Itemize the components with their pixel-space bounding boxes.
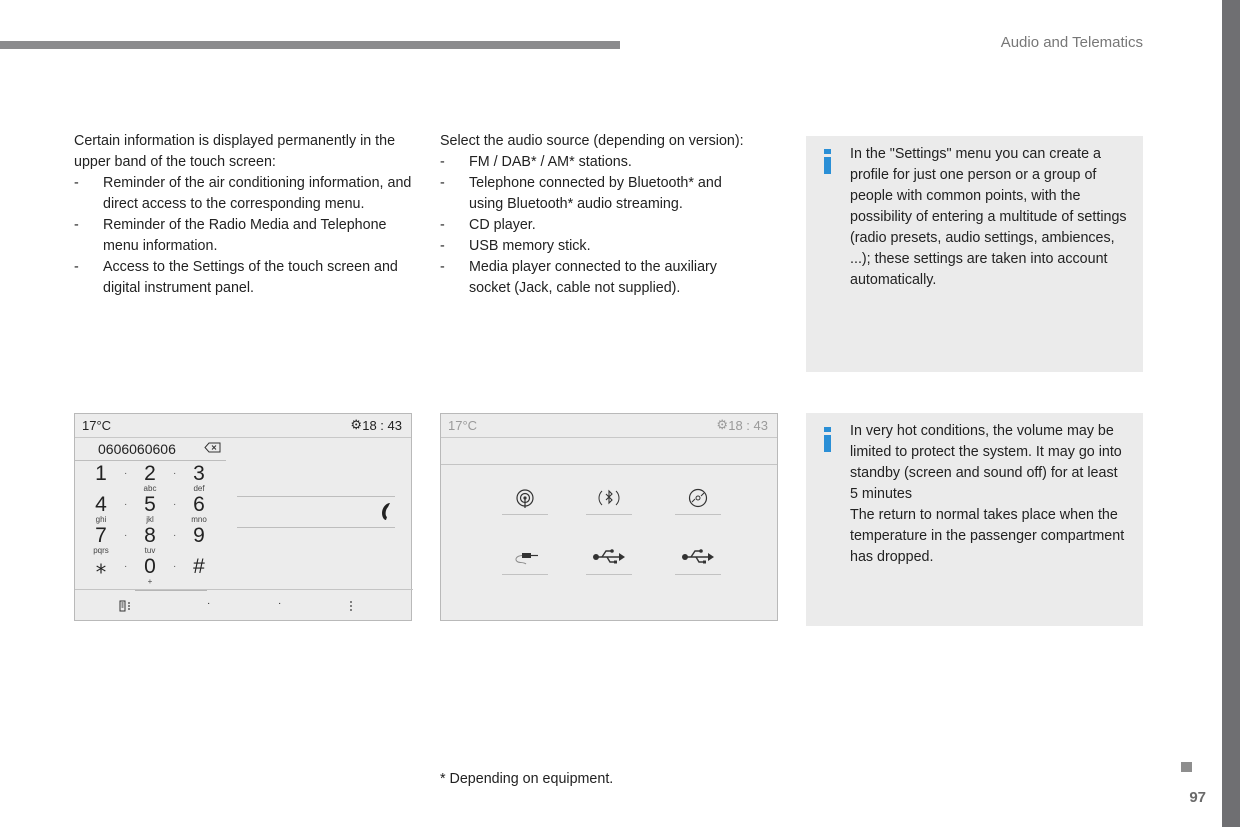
key-hash[interactable]: #: [193, 555, 205, 578]
page-number: 97: [1189, 789, 1206, 806]
info-box-temperature: [806, 413, 1143, 626]
info-paragraph: In very hot conditions, the volume may be limited to protect the system. It may go into standby (screen and sound off) for at least 5 minutes: [850, 423, 1122, 502]
key-8[interactable]: 8 tuv: [144, 524, 156, 555]
more-options-icon[interactable]: [349, 600, 353, 612]
screen-status-band: [75, 414, 411, 438]
key-separator: ·: [173, 530, 177, 541]
list-item: - Access to the Settings of the touch screen and digital instrument panel.: [74, 257, 412, 299]
usb-icon: [681, 548, 715, 566]
info-box-text: [850, 144, 1129, 291]
screen-bottom-bar: [75, 589, 413, 621]
radio-icon: [514, 488, 536, 510]
list-item: - CD player.: [440, 215, 758, 236]
source-usb-button-2[interactable]: [675, 544, 721, 575]
jack-icon: [510, 548, 540, 568]
phone-dial-screen: [74, 413, 412, 621]
key-separator: ·: [173, 468, 177, 479]
list-item: - Reminder of the air conditioning information, and direct access to the corresponding menu.: [74, 173, 412, 215]
bottom-bar-dot: ·: [278, 598, 282, 609]
source-title-band: [441, 438, 777, 465]
temperature-readout[interactable]: 17°C: [448, 418, 478, 433]
key-1[interactable]: 1: [95, 462, 107, 485]
source-cd-button[interactable]: [675, 484, 721, 515]
list-item: - Telephone connected by Bluetooth* and using Bluetooth* audio streaming.: [440, 173, 758, 215]
info-icon: [824, 149, 831, 174]
page-marker: [1181, 762, 1192, 772]
footnote: * Depending on equipment.: [440, 771, 614, 787]
key-6[interactable]: 6 mno: [191, 493, 207, 524]
key-separator: ·: [124, 530, 128, 541]
audio-sources-screen: [440, 413, 778, 621]
text-column-2: [440, 131, 758, 299]
info-paragraph: The return to normal takes place when the temperature in the passenger compartment has dropped.: [850, 507, 1125, 565]
screen-status-band: [441, 414, 777, 438]
key-separator: ·: [124, 561, 128, 572]
key-separator: ·: [173, 499, 177, 510]
column-1-intro: Certain information is displayed permanently in the upper band of the touch screen:: [74, 133, 396, 170]
dialed-number: 0606060606: [98, 441, 176, 457]
clock-readout: 18 : 43: [728, 418, 768, 433]
key-0[interactable]: 0 +: [144, 555, 156, 586]
header-rule: [0, 41, 620, 49]
call-button[interactable]: [237, 496, 395, 528]
list-item: - USB memory stick.: [440, 236, 758, 257]
source-jack-button[interactable]: [502, 544, 548, 575]
column-1-list: [74, 173, 412, 299]
section-title: Audio and Telematics: [1000, 34, 1143, 51]
key-9[interactable]: 9: [193, 524, 205, 547]
gear-icon[interactable]: ⚙: [350, 417, 362, 432]
info-box-text: [850, 421, 1129, 568]
cd-icon: [687, 488, 709, 510]
temperature-readout[interactable]: 17°C: [82, 418, 112, 433]
dial-number-field[interactable]: [75, 437, 226, 461]
list-item: - FM / DAB* / AM* stations.: [440, 152, 758, 173]
key-separator: ·: [124, 499, 128, 510]
key-star[interactable]: ⁎: [95, 555, 107, 578]
clock-readout: 18 : 43: [362, 418, 402, 433]
column-2-intro: Select the audio source (depending on version):: [440, 133, 744, 149]
info-paragraph: In the "Settings" menu you can create a profile for just one person or a group of people with common points, with the possibility of entering a multitude of settings (radio presets, audio settings, ambiences, ...); these settings are taken into account automatically.: [850, 146, 1127, 288]
source-radio-button[interactable]: [502, 484, 548, 515]
usb-icon: [592, 548, 626, 566]
bluetooth-icon: [596, 488, 622, 510]
info-icon: [824, 427, 831, 452]
key-separator: ·: [173, 561, 177, 572]
key-5[interactable]: 5 jkl: [144, 493, 156, 524]
list-item: - Reminder of the Radio Media and Telephone menu information.: [74, 215, 412, 257]
phone-handset-icon: [380, 502, 392, 521]
backspace-icon[interactable]: [204, 442, 221, 453]
page-edge-strip: [1222, 0, 1240, 827]
bottom-bar-dot: ·: [207, 598, 211, 609]
key-4[interactable]: 4 ghi: [95, 493, 107, 524]
gear-icon[interactable]: ⚙: [716, 417, 728, 432]
key-3[interactable]: 3 def: [193, 462, 205, 493]
info-box-settings: [806, 136, 1143, 372]
key-7[interactable]: 7 pqrs: [93, 524, 109, 555]
column-2-list: [440, 152, 758, 299]
source-bluetooth-button[interactable]: [586, 484, 632, 515]
list-item: - Media player connected to the auxiliary socket (Jack, cable not supplied).: [440, 257, 758, 299]
phonebook-icon[interactable]: [119, 600, 133, 612]
key-separator: ·: [124, 468, 128, 479]
source-usb-button[interactable]: [586, 544, 632, 575]
key-2[interactable]: 2 abc: [143, 462, 157, 493]
text-column-1: [74, 131, 412, 299]
